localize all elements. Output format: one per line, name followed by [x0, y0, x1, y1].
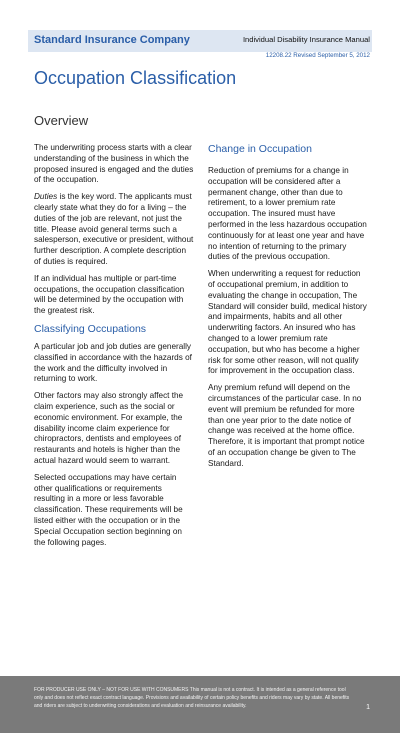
paragraph: Any premium refund will depend on the circumstances of the particular case. In no event will premium be refunded for more than one year prior to the date notice of change was received at the home office. Therefore, it is important that prompt notice of an occupation change be given to The Standard.: [208, 383, 365, 468]
paragraph: When underwriting a request for reduction of occupational premium, in addition to evaluating the change in occupation, The Standard will consider build, medical history and impairments, habits and all other underwriting factors. An insured who has changed to a lower premium rate occupation, but who has become a higher risk for some other reason, will not qualify for improvement in the occupation class.: [208, 269, 367, 376]
emphasis-duties: Duties: [34, 192, 58, 202]
paragraph: Reduction of premiums for a change in occupation will be considered after a permanent change, other than due to retirement, to a lower premium rate occupation. The insured must have performed in the less hazardous occupation continuously for at least one year and have no intention of returning to the primary duties of the previous occupation.: [208, 166, 367, 262]
revision-note: 12208.22 Revised September 5, 2012: [265, 52, 370, 59]
page-footer: [0, 676, 400, 733]
header-bar: [28, 30, 372, 52]
page-title: Occupation Classification: [34, 68, 237, 88]
paragraph-text: is the key word. The applicants must clearly state what they do for a living – the duties of the job are relevant, not just the title. Please avoid general terms such a salesperson, executive or president, without further description. A complete description of duties is required.: [34, 192, 194, 266]
left-column: [34, 143, 194, 554]
manual-title: Individual Disability Insurance Manual: [242, 35, 370, 44]
paragraph: Other factors may also strongly affect the claim experience, such as the social or economic environment. For example, the disability income claim experience for chiropractors, dentists and employees of restaurants and hotels is higher than the actual hazard would seem to warrant.: [34, 391, 184, 465]
paragraph: The underwriting process starts with a clear understanding of the business in which the proposed insured is engaged and the duties of the occupation.: [34, 143, 194, 185]
page-number: 1: [366, 704, 370, 711]
subheading-change: Change in Occupation: [208, 143, 312, 155]
paragraph: Selected occupations may have certain other qualifications or requirements resulting in a more or less favorable classification. These requirements will be listed either with the occupation or in the Special Occupation section beginning on the following pages.: [34, 472, 183, 547]
paragraph: A particular job and job duties are generally classified in accordance with the hazards of the work and the difficulty involved in returning to work.: [34, 341, 192, 384]
right-column: [208, 143, 368, 476]
subheading-classifying: Classifying Occupations: [34, 322, 147, 335]
paragraph-duties: [34, 192, 194, 268]
footer-disclaimer: FOR PRODUCER USE ONLY – NOT FOR USE WITH CONSUMERS This manual is not a contract. It is intended as a general reference tool only and does not reflect exact contract language. Provisions and availability of certain policy benefits and riders may vary by state. All benefits and riders are subject to underwriting considerations and evaluation and reinsurance availability.: [34, 687, 350, 709]
paragraph: If an individual has multiple or part-time occupations, the occupation classification will be determined by the occupation with the greatest risk.: [34, 273, 185, 316]
page-header: [28, 30, 372, 62]
company-name: Standard Insurance Company: [34, 34, 190, 46]
section-heading-overview: Overview: [34, 113, 89, 128]
